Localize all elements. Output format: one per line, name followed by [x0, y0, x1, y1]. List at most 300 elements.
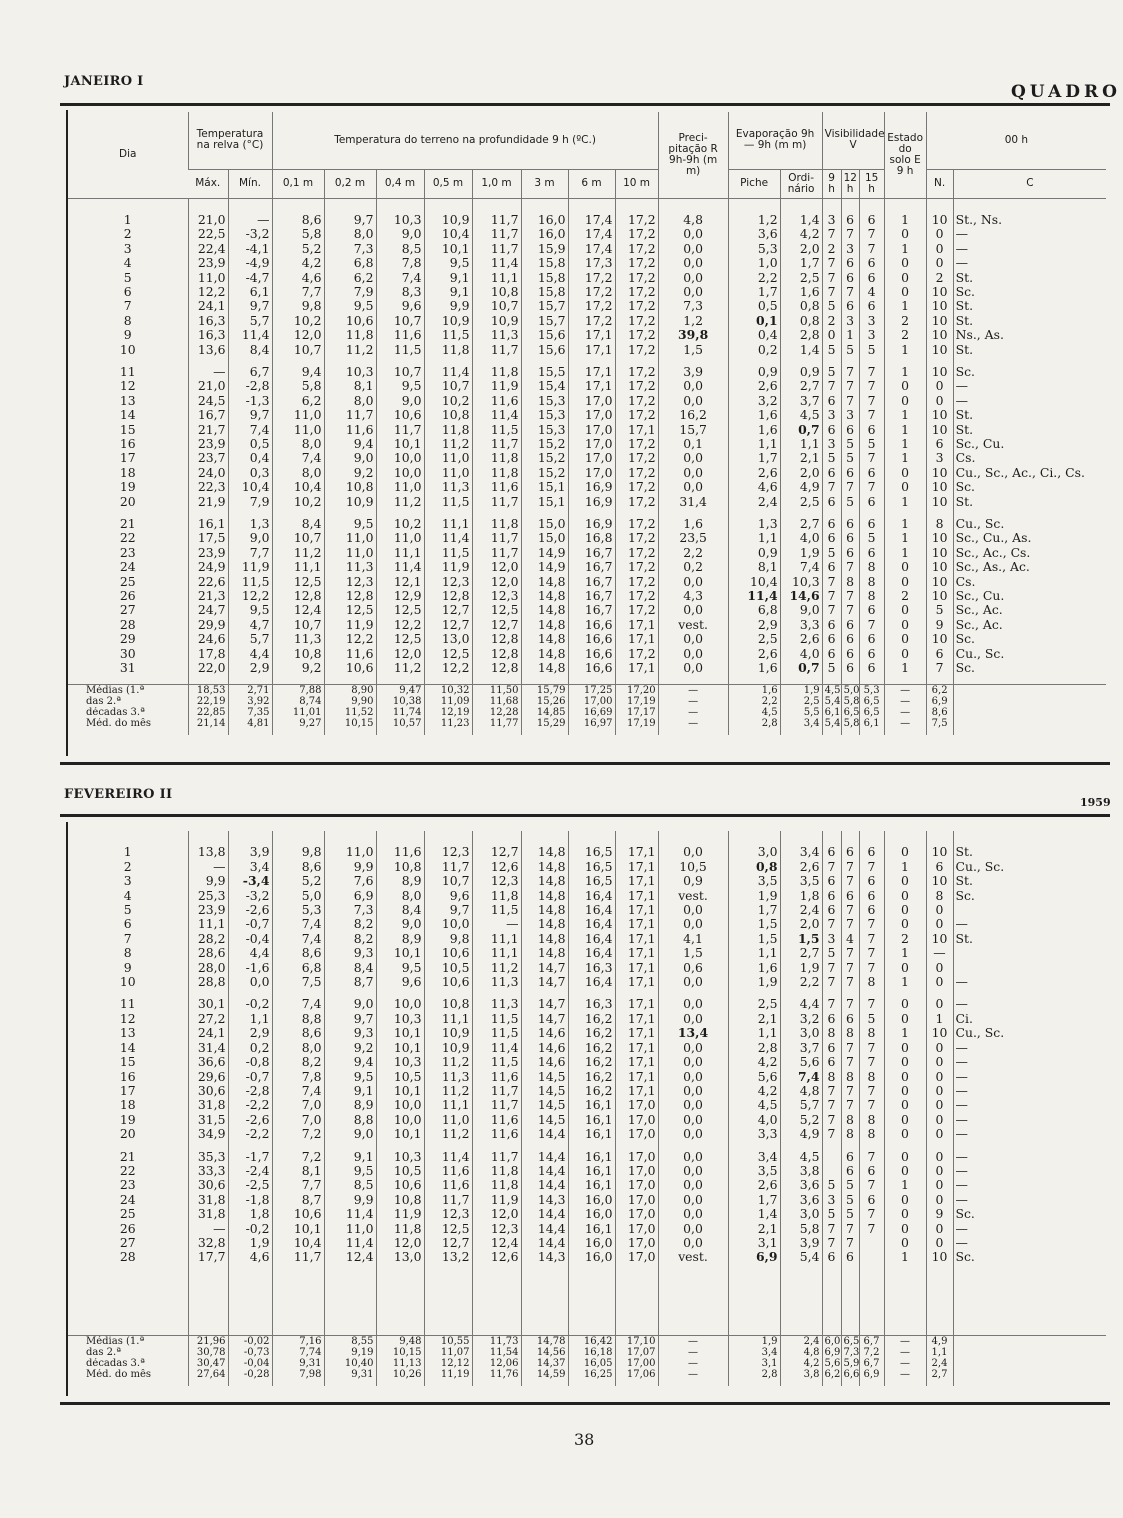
medias-cell: 9,31 [324, 1369, 376, 1380]
fevereiro-body [68, 831, 1106, 1386]
data-cell: 1,5 [728, 932, 780, 946]
spacer-cell [728, 1265, 780, 1336]
spacer-cell [376, 831, 424, 845]
medias-cell: 7,16 [272, 1335, 324, 1347]
spacer-cell [376, 198, 424, 213]
spacer-cell [859, 357, 884, 365]
table-row [68, 975, 1106, 989]
data-cell: 5 [822, 546, 841, 560]
data-cell: -4,1 [228, 242, 272, 256]
data-cell: 10,7 [272, 618, 324, 632]
medias-cell: 5,3 [859, 684, 884, 696]
spacer-cell [841, 676, 859, 685]
data-cell: 12,5 [324, 603, 376, 617]
spacer-cell [615, 989, 658, 997]
data-cell: 11,0 [424, 466, 472, 480]
data-cell: 8,5 [324, 1178, 376, 1192]
data-cell: 6,8 [272, 961, 324, 975]
day-cell: 24 [119, 1192, 136, 1207]
medias-cell: — [658, 1347, 728, 1358]
data-cell: St. [953, 314, 1106, 328]
data-cell: 3 [822, 213, 841, 227]
data-cell: 0 [926, 1222, 953, 1236]
data-cell: 17,1 [615, 997, 658, 1011]
spacer-cell [324, 357, 376, 365]
data-cell: 17,1 [615, 1070, 658, 1084]
data-cell: 12,3 [472, 589, 521, 603]
data-cell: 11,0 [272, 423, 324, 437]
data-cell: 7 [859, 408, 884, 422]
medias-cell: 5,8 [841, 696, 859, 707]
data-cell: 4 [841, 932, 859, 946]
data-cell: 17,5 [188, 531, 228, 545]
data-cell: 5 [822, 343, 841, 357]
data-cell: 2,5 [780, 271, 822, 285]
data-cell: -4,7 [228, 271, 272, 285]
data-cell: 15,0 [521, 517, 568, 531]
data-cell: 8 [926, 889, 953, 903]
data-cell: 0,0 [658, 242, 728, 256]
data-cell: 16,2 [568, 1070, 615, 1084]
data-cell: 6 [822, 903, 841, 917]
spacer-cell [728, 1142, 780, 1150]
data-cell: 10,1 [272, 1222, 324, 1236]
data-cell: 6 [859, 632, 884, 646]
data-cell: 0 [884, 961, 926, 975]
medias-cell: 9,19 [324, 1347, 376, 1358]
data-cell: 11,0 [324, 531, 376, 545]
data-cell: 11,6 [324, 423, 376, 437]
data-cell: 11,7 [472, 437, 521, 451]
data-cell: 9,9 [324, 1193, 376, 1207]
data-cell: Cu., Sc. [953, 860, 1106, 874]
data-cell: -2,4 [228, 1164, 272, 1178]
col-piche: Piche [728, 169, 780, 198]
medias-cell: 14,59 [521, 1369, 568, 1380]
medias-cell: 6,5 [841, 1335, 859, 1347]
medias-cell [953, 707, 1106, 718]
data-cell: vest. [658, 618, 728, 632]
data-cell: 11,6 [376, 328, 424, 342]
table-row [68, 437, 1106, 451]
data-cell: 7,4 [376, 271, 424, 285]
data-cell: 14,8 [521, 946, 568, 960]
data-cell: -2,5 [228, 1178, 272, 1192]
data-cell: 0 [926, 1041, 953, 1055]
data-cell: 10 [926, 1026, 953, 1040]
day-cell: 18 [119, 1098, 136, 1113]
data-cell: 16,9 [568, 517, 615, 531]
data-cell: 12,2 [376, 618, 424, 632]
data-cell: 0,0 [658, 845, 728, 859]
day-cell: 19 [119, 480, 136, 495]
data-cell: 3,4 [728, 1150, 780, 1164]
medias-cell: 16,69 [568, 707, 615, 718]
data-cell: 34,9 [188, 1127, 228, 1141]
medias-cell: 7,98 [272, 1369, 324, 1380]
data-cell: 9,6 [376, 975, 424, 989]
data-cell: 2,0 [780, 466, 822, 480]
medias-cell: — [658, 1369, 728, 1380]
data-cell: 7 [822, 1127, 841, 1141]
data-cell: 5,2 [272, 242, 324, 256]
medias-cell: 2,4 [926, 1358, 953, 1369]
medias-cell: 1,9 [728, 1335, 780, 1347]
data-cell: 6 [841, 517, 859, 531]
medias-cell: 17,19 [615, 718, 658, 729]
spacer-cell [926, 729, 953, 735]
data-cell: 17,1 [615, 889, 658, 903]
data-cell: 17,0 [615, 1098, 658, 1112]
data-cell: — [953, 917, 1106, 931]
data-cell: 3 [926, 451, 953, 465]
data-cell: 5 [822, 365, 841, 379]
table-row [68, 1193, 1106, 1207]
data-cell: 0,0 [228, 975, 272, 989]
day-cell: 17 [119, 1083, 136, 1098]
data-cell: 7 [841, 285, 859, 299]
data-cell: 14,8 [521, 603, 568, 617]
spacer-cell [521, 509, 568, 517]
data-cell: 17,2 [615, 379, 658, 393]
data-cell: 10 [926, 845, 953, 859]
medias-cell: 3,4 [728, 1347, 780, 1358]
data-cell: 10,1 [376, 1026, 424, 1040]
data-cell: 0 [884, 1207, 926, 1221]
data-cell: 7 [859, 961, 884, 975]
data-cell: 3 [822, 437, 841, 451]
medias-cell [953, 1347, 1106, 1358]
data-cell: 3,5 [780, 874, 822, 888]
data-cell: 10,8 [472, 285, 521, 299]
spacer-cell [568, 198, 615, 213]
data-cell: 3,3 [728, 1127, 780, 1141]
spacer-cell [376, 509, 424, 517]
data-cell: 12,5 [376, 603, 424, 617]
data-cell: 1 [884, 495, 926, 509]
data-cell: 7 [841, 480, 859, 494]
data-cell: 7 [822, 1084, 841, 1098]
spacer-cell [272, 357, 324, 365]
day-cell: 7 [123, 931, 132, 946]
data-cell: 10 [926, 285, 953, 299]
data-cell: Cs. [953, 451, 1106, 465]
data-cell: 7 [841, 874, 859, 888]
data-cell: 14,6 [521, 1026, 568, 1040]
data-cell: 9,8 [272, 845, 324, 859]
data-cell: 3,7 [780, 394, 822, 408]
spacer-cell [324, 989, 376, 997]
spacer-cell [859, 831, 884, 845]
data-cell: 17,0 [615, 1250, 658, 1264]
data-cell: 16,9 [568, 480, 615, 494]
data-cell: 5 [841, 495, 859, 509]
data-cell: 24,9 [188, 560, 228, 574]
data-cell [953, 961, 1106, 975]
data-cell: 0,0 [658, 394, 728, 408]
data-cell: 11,7 [472, 242, 521, 256]
table-row [68, 997, 1106, 1011]
table-row [68, 1026, 1106, 1040]
spacer-cell [568, 831, 615, 845]
data-cell: 0,0 [658, 466, 728, 480]
data-cell: 22,6 [188, 575, 228, 589]
data-cell: 0 [884, 575, 926, 589]
data-cell: -2,2 [228, 1098, 272, 1112]
data-cell: 14,6 [780, 589, 822, 603]
data-cell: 8,2 [272, 1055, 324, 1069]
data-cell: 17,4 [568, 242, 615, 256]
data-cell: 5,8 [272, 379, 324, 393]
medias-cell: 16,97 [568, 718, 615, 729]
data-cell: 1,3 [228, 517, 272, 531]
janeiro-table-wrap [68, 112, 1106, 735]
data-cell: 6 [859, 903, 884, 917]
medias-cell: 4,8 [780, 1347, 822, 1358]
data-cell: 7 [859, 997, 884, 1011]
table-row [68, 408, 1106, 422]
data-cell: 10,2 [272, 314, 324, 328]
data-cell: 12,6 [472, 1250, 521, 1264]
data-cell: 11,7 [472, 213, 521, 227]
janeiro-header [68, 112, 1106, 198]
data-cell: 14,3 [521, 1250, 568, 1264]
data-cell: 4,6 [272, 271, 324, 285]
medias-cell: 17,25 [568, 684, 615, 696]
medias-cell: 11,73 [472, 1335, 521, 1347]
data-cell: 10 [926, 1250, 953, 1264]
medias-cell: 16,25 [568, 1369, 615, 1380]
data-cell: 10,7 [424, 379, 472, 393]
data-cell: 11,9 [376, 1207, 424, 1221]
data-cell: 12,8 [324, 589, 376, 603]
data-cell: 14,7 [521, 975, 568, 989]
data-cell: 0,0 [658, 285, 728, 299]
data-cell: 0 [884, 1127, 926, 1141]
data-cell: 2 [884, 328, 926, 342]
data-cell: Sc., Ac. [953, 618, 1106, 632]
data-cell: 14,8 [521, 845, 568, 859]
data-cell: 17,2 [615, 285, 658, 299]
data-cell: 17,2 [615, 408, 658, 422]
data-cell: 9,7 [324, 1012, 376, 1026]
data-cell: 12,0 [472, 575, 521, 589]
spacer-cell [658, 357, 728, 365]
data-cell: 0 [884, 903, 926, 917]
data-cell: 1,9 [228, 1236, 272, 1250]
data-cell: 12,8 [472, 632, 521, 646]
spacer-cell [780, 989, 822, 997]
data-cell: 7,9 [228, 495, 272, 509]
data-cell: 0,1 [728, 314, 780, 328]
spacer-cell [68, 1142, 188, 1150]
data-cell: 10,1 [376, 946, 424, 960]
data-cell: 11,2 [424, 437, 472, 451]
data-cell: 1 [884, 517, 926, 531]
medias-cell: 22,19 [188, 696, 228, 707]
data-cell: 14,5 [521, 1098, 568, 1112]
data-cell: 11,8 [376, 1222, 424, 1236]
data-cell: — [953, 256, 1106, 270]
spacer-cell [822, 357, 841, 365]
data-cell: 9,6 [424, 889, 472, 903]
spacer-cell [521, 729, 568, 735]
data-cell: 11,6 [376, 845, 424, 859]
medias-cell: 15,29 [521, 718, 568, 729]
data-cell: 10,8 [376, 1193, 424, 1207]
data-cell: 17,0 [568, 466, 615, 480]
data-cell: 5 [822, 1207, 841, 1221]
data-cell: -3,2 [228, 227, 272, 241]
medias-cell: 5,4 [822, 718, 841, 729]
spacer-cell [953, 198, 1106, 213]
data-cell: 7 [859, 1084, 884, 1098]
data-cell: 7 [822, 589, 841, 603]
data-cell: 1,4 [780, 213, 822, 227]
data-cell: 9,9 [424, 299, 472, 313]
medias-cell: 9,31 [272, 1358, 324, 1369]
data-cell: 2 [926, 271, 953, 285]
data-cell: 15,6 [521, 328, 568, 342]
data-cell: 11,0 [424, 1113, 472, 1127]
spacer-cell [376, 729, 424, 735]
medias-cell: 10,26 [376, 1369, 424, 1380]
data-cell: 2,7 [780, 379, 822, 393]
data-cell: 8,8 [324, 1113, 376, 1127]
data-cell: 2,6 [728, 647, 780, 661]
data-cell: 12,8 [424, 589, 472, 603]
day-cell: 11 [119, 997, 136, 1012]
data-cell: — [953, 1070, 1106, 1084]
data-cell: 12,0 [472, 1207, 521, 1221]
data-cell: 7 [822, 997, 841, 1011]
spacer-cell [188, 1265, 228, 1336]
data-cell: 8 [859, 1113, 884, 1127]
table-row [68, 1012, 1106, 1026]
data-cell: 21,0 [188, 379, 228, 393]
day-cell: 3 [123, 241, 132, 256]
spacer-cell [884, 198, 926, 213]
data-cell: 8,0 [324, 227, 376, 241]
data-cell: 3,6 [780, 1178, 822, 1192]
data-cell: 1,1 [780, 437, 822, 451]
data-cell: 10,5 [376, 1070, 424, 1084]
data-cell: 7,2 [272, 1150, 324, 1164]
data-cell: 10 [926, 466, 953, 480]
page-number: 38 [574, 1430, 595, 1449]
spacer-cell [324, 509, 376, 517]
data-cell: 0 [926, 242, 953, 256]
table-row [68, 451, 1106, 465]
data-cell: 1,6 [728, 408, 780, 422]
table-row [68, 531, 1106, 545]
medias-cell: — [658, 718, 728, 729]
spacer-cell [324, 729, 376, 735]
table-row [68, 423, 1106, 437]
medias-cell: 11,76 [472, 1369, 521, 1380]
medias-cell [953, 1369, 1106, 1380]
data-cell: 17,2 [615, 271, 658, 285]
data-cell: 1,2 [728, 213, 780, 227]
table-row [68, 946, 1106, 960]
data-cell: 1 [884, 242, 926, 256]
data-cell: 0 [884, 874, 926, 888]
day-cell: 9 [123, 328, 132, 343]
data-cell: 16,0 [568, 1193, 615, 1207]
spacer-cell [780, 729, 822, 735]
medias-cell: 5,8 [841, 718, 859, 729]
data-cell: 7 [859, 451, 884, 465]
data-cell: 17,2 [615, 560, 658, 574]
data-cell: 7 [926, 661, 953, 675]
table-row [68, 917, 1106, 931]
data-cell: 17,1 [615, 1084, 658, 1098]
data-cell: — [953, 227, 1106, 241]
spacer-cell [188, 676, 228, 685]
spacer-cell [926, 198, 953, 213]
data-cell: 16,5 [568, 845, 615, 859]
spacer-cell [780, 509, 822, 517]
data-cell: 14,4 [521, 1178, 568, 1192]
data-cell: 7 [859, 1222, 884, 1236]
spacer-cell [376, 357, 424, 365]
data-cell: 7 [822, 285, 841, 299]
data-cell: 2,1 [728, 1012, 780, 1026]
spacer-cell [521, 1265, 568, 1336]
data-cell: 11,4 [472, 1041, 521, 1055]
data-cell: 7 [859, 1207, 884, 1221]
data-cell: 9,9 [188, 874, 228, 888]
data-cell: 6 [859, 546, 884, 560]
data-cell: — [953, 379, 1106, 393]
data-cell: 16,2 [568, 1041, 615, 1055]
data-cell: — [953, 1193, 1106, 1207]
data-cell: 11,1 [472, 932, 521, 946]
data-cell: 9,5 [324, 1070, 376, 1084]
table-row [68, 213, 1106, 227]
data-cell: 11,8 [472, 466, 521, 480]
data-cell: 17,1 [615, 860, 658, 874]
data-cell: 8,3 [376, 285, 424, 299]
data-cell: 16,4 [568, 975, 615, 989]
data-cell: 6 [822, 632, 841, 646]
data-cell: 28,8 [188, 975, 228, 989]
col-evap: Evaporação 9h — 9h (m m) [728, 112, 822, 169]
data-cell: 2,1 [728, 1222, 780, 1236]
data-cell: 4,4 [780, 997, 822, 1011]
data-cell: 12,3 [424, 845, 472, 859]
data-cell: 17,0 [568, 423, 615, 437]
data-cell: 11,7 [472, 343, 521, 357]
spacer-cell [615, 729, 658, 735]
data-cell: 0 [926, 1193, 953, 1207]
data-cell: 3 [841, 408, 859, 422]
data-cell: 11,4 [472, 256, 521, 270]
data-cell: 3,6 [780, 1193, 822, 1207]
medias-cell: 2,2 [728, 696, 780, 707]
data-cell: 8,1 [728, 560, 780, 574]
data-cell: 1,5 [780, 932, 822, 946]
data-cell: 5,4 [780, 1250, 822, 1264]
data-cell: 11,6 [472, 1127, 521, 1141]
data-cell: 8,4 [376, 903, 424, 917]
data-cell: 15,8 [521, 271, 568, 285]
data-cell: Ns., As. [953, 328, 1106, 342]
data-cell: 17,2 [568, 271, 615, 285]
data-cell: 39,8 [658, 328, 728, 342]
medias-cell [953, 1358, 1106, 1369]
medias-cell: 17,00 [615, 1358, 658, 1369]
